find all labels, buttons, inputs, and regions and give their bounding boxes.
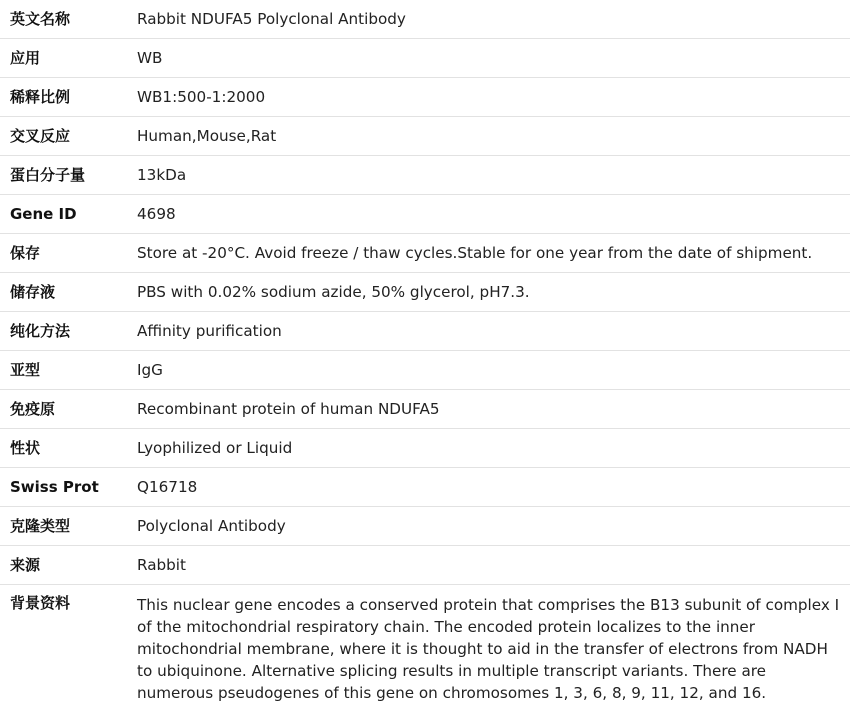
spec-value-text: Rabbit NDUFA5 Polyclonal Antibody: [137, 9, 406, 28]
spec-value-text: Affinity purification: [137, 321, 282, 340]
spec-value: [137, 0, 850, 39]
spec-value: [137, 195, 850, 234]
spec-label: 蛋白分子量: [0, 156, 137, 195]
spec-label: 纯化方法: [0, 312, 137, 351]
spec-row-isotype: [0, 351, 850, 390]
spec-label: Gene ID: [0, 195, 137, 234]
spec-label: 储存液: [0, 273, 137, 312]
spec-value-text: Polyclonal Antibody: [137, 516, 286, 535]
spec-value: [137, 234, 850, 273]
spec-label: 背景资料: [10, 594, 71, 612]
spec-value: [137, 273, 850, 312]
spec-value-text: WB1:500-1:2000: [137, 87, 266, 106]
spec-row-immunogen: [0, 390, 850, 429]
spec-row-application: [0, 39, 850, 78]
spec-value-text: Recombinant protein of human NDUFA5: [137, 399, 440, 418]
spec-label: 英文名称: [0, 0, 137, 39]
spec-value: [137, 507, 850, 546]
spec-value: [137, 390, 850, 429]
spec-label: 性状: [0, 429, 137, 468]
spec-label: 免疫原: [0, 390, 137, 429]
spec-value: [137, 117, 850, 156]
spec-row-storage: [0, 234, 850, 273]
spec-row-host: [0, 546, 850, 585]
spec-value: [137, 78, 850, 117]
spec-label: 稀释比例: [0, 78, 137, 117]
spec-row-gene-id: [0, 195, 850, 234]
spec-value: [137, 429, 850, 468]
spec-row-english-name: [0, 0, 850, 39]
spec-row-background: [0, 585, 850, 711]
spec-value-text: Human,Mouse,Rat: [137, 126, 277, 145]
spec-value-text: WB: [137, 48, 163, 67]
spec-value: [137, 546, 850, 585]
spec-label: 来源: [0, 546, 137, 585]
spec-label: 应用: [0, 39, 137, 78]
spec-label: 保存: [0, 234, 137, 273]
spec-label: 交叉反应: [0, 117, 137, 156]
spec-value-text: 4698: [137, 204, 176, 223]
spec-value-text: 13kDa: [137, 165, 187, 184]
spec-row-swiss-prot: [0, 468, 850, 507]
spec-label: 克隆类型: [0, 507, 137, 546]
spec-label: 亚型: [0, 351, 137, 390]
spec-row-dilution: [0, 78, 850, 117]
spec-value-text: PBS with 0.02% sodium azide, 50% glycerol, pH7.3.: [137, 282, 530, 301]
spec-value-text: Rabbit: [137, 555, 186, 574]
spec-row-molecular-weight: [0, 156, 850, 195]
spec-value: [137, 351, 850, 390]
spec-row-cross-reactivity: [0, 117, 850, 156]
spec-value: [137, 585, 850, 711]
spec-value-text: This nuclear gene encodes a conserved protein that comprises the B13 subunit of complex I of the mitochondrial respiratory chain. The encoded protein localizes to the inner mitochondrial membrane, where it is thought to aid in the transfer of electrons from NADH to ubiquinone. Alternative splicing results in multiple transcript variants. There are numerous pseudogenes of this gene on chromosomes 1, 3, 6, 8, 9, 11, 12, and 16.: [137, 596, 840, 702]
spec-value-text: IgG: [137, 360, 163, 379]
spec-value-text: Lyophilized or Liquid: [137, 438, 293, 457]
spec-value: [137, 312, 850, 351]
spec-value: [137, 156, 850, 195]
spec-row-buffer: [0, 273, 850, 312]
spec-value: [137, 468, 850, 507]
spec-value-text: Q16718: [137, 477, 198, 496]
spec-row-form: [0, 429, 850, 468]
spec-row-clonality: [0, 507, 850, 546]
spec-row-purification: [0, 312, 850, 351]
spec-value-text: Store at -20°C. Avoid freeze / thaw cycles.Stable for one year from the date of shipment.: [137, 243, 813, 262]
spec-value: [137, 39, 850, 78]
spec-label: Swiss Prot: [0, 468, 137, 507]
